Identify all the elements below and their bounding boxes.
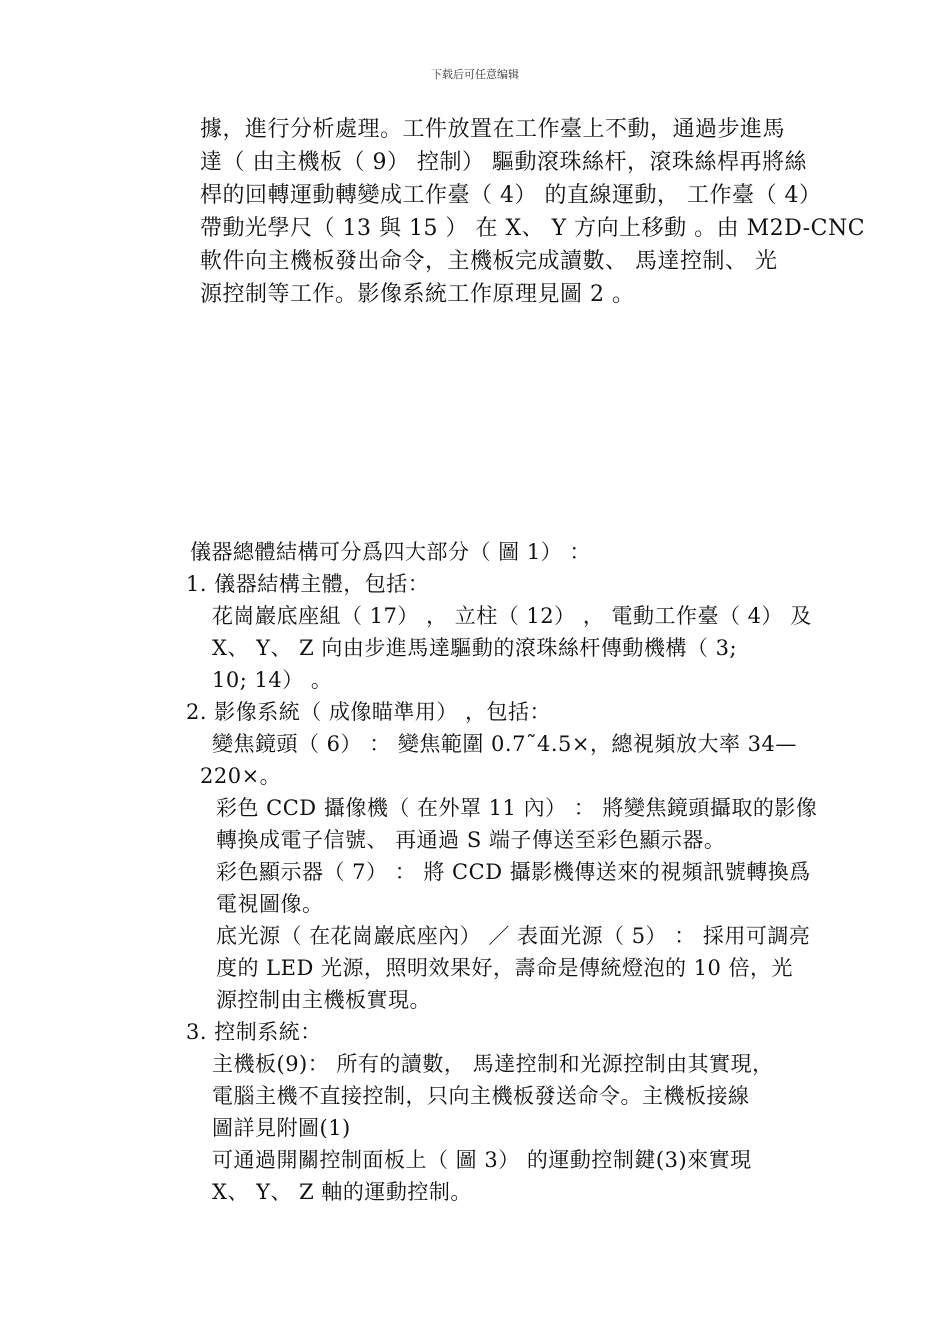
item-2-line: 度的 LED 光源，照明效果好，壽命是傳統燈泡的 10 倍，光 [216,956,794,980]
item-1-title: 1. 儀器結構主體，包括： [186,572,430,596]
paragraph-line: 帶動光學尺（ 13 與 15 ） 在 X、 Y 方向上移動 。由 M2D-CNC [200,216,866,241]
paragraph-line: 軟件向主機板發出命令，主機板完成讀數、 馬達控制、 光 [200,249,778,274]
item-2-line: 彩色 CCD 攝像機（ 在外罩 11 內） ： 將變焦鏡頭攝取的影像 [216,796,818,820]
page-header: 下载后可任意编辑 [431,68,519,81]
paragraph-line: 源控制等工作。影像系統工作原理見圖 2 。 [200,282,635,307]
item-3-line: 電腦主機不直接控制，只向主機板發送命令。主機板接線 [212,1084,750,1108]
item-2-line: 電視圖像。 [216,892,324,916]
paragraph-line: 據，進行分析處理。工件放置在工作臺上不動，通過步進馬 [200,117,786,142]
item-2-line: 轉換成電子信號、 再通過 S 端子傳送至彩色顯示器。 [216,828,726,852]
item-2-line: 底光源（ 在花崗巖底座內） ／ 表面光源（ 5） ： 採用可調亮 [216,924,811,948]
structure-intro: 儀器總體結構可分爲四大部分（ 圖 1） ： [190,540,591,564]
structure-section [186,536,816,1208]
item-3-line: 圖詳見附圖(1) [212,1116,351,1140]
item-3-line: 主機板(9)： 所有的讀數， 馬達控制和光源控制由其實現， [212,1052,774,1076]
item-3-line: X、 Y、 Z 軸的運動控制。 [212,1180,472,1204]
item-2-line: 220×。 [200,764,282,788]
item-1-line: 10; 14） 。 [212,668,333,692]
item-2-line: 彩色顯示器（ 7） ： 將 CCD 攝影機傳送來的視頻訊號轉換爲 [216,860,811,884]
item-3-title: 3. 控制系統： [186,1020,322,1044]
item-2-title: 2. 影像系統（ 成像瞄準用） ，包括： [186,700,552,724]
intro-paragraph [200,113,866,311]
paragraph-line: 達（ 由主機板（ 9） 控制） 驅動滾珠絲杆，滾珠絲桿再將絲 [200,150,807,175]
item-2-line: 源控制由主機板實現。 [216,988,431,1012]
item-1-line: X、 Y、 Z 向由步進馬達驅動的滾珠絲杆傳動機構（ 3; [212,636,738,660]
item-1-line: 花崗巖底座組（ 17） ， 立柱（ 12） ， 電動工作臺（ 4） 及 [212,604,812,628]
paragraph-line: 桿的回轉運動轉變成工作臺（ 4） 的直線運動， 工作臺（ 4） [200,183,822,208]
item-2-line: 變焦鏡頭（ 6） ： 變焦範圍 0.7˜4.5×，總視頻放大率 34— [212,732,797,756]
item-3-line: 可通過開關控制面板上（ 圖 3） 的運動控制鍵(3)來實現 [212,1148,752,1172]
